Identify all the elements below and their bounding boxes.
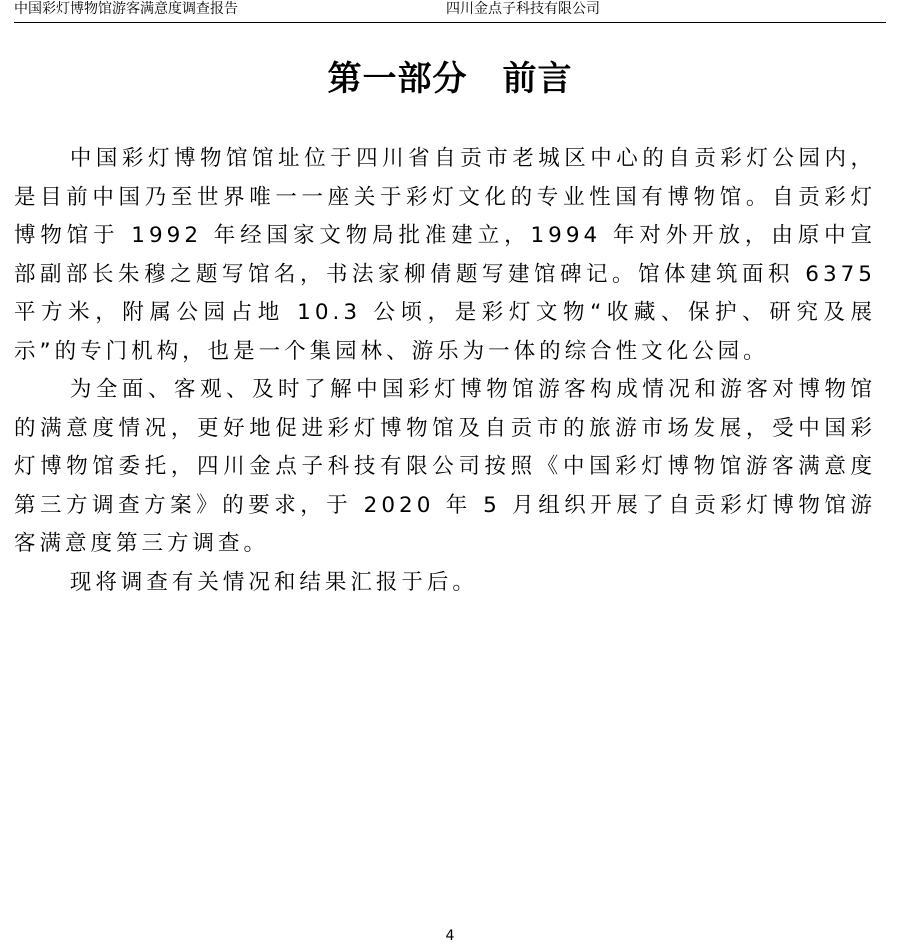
- paragraph-survey-purpose: 为全面、客观、及时了解中国彩灯博物馆游客构成情况和游客对博物馆的满意度情况，更好地促进彩灯博物馆及自贡市的旅游市场发展，受中国彩灯博物馆委托，四川金点子科技有限公司按照《中国彩灯博物馆游客满意度第三方调查方案》的要求，于 2020 年 5 月组织开展了自贡彩灯博物馆游客满意度第三方调查。: [14, 377, 876, 556]
- section-title: 第一部分 前言: [327, 58, 573, 99]
- running-header: [14, 0, 600, 20]
- page-number: 4: [445, 928, 455, 944]
- body-text: [14, 140, 876, 602]
- header-divider: [14, 22, 886, 23]
- paragraph-introduction: 中国彩灯博物馆馆址位于四川省自贡市老城区中心的自贡彩灯公园内，是目前中国乃至世界唯一一座关于彩灯文化的专业性国有博物馆。自贡彩灯博物馆于 1992 年经国家文物局批准建立，1994 年对外开放，由原中宣部副部长朱穆之题写馆名，书法家柳倩题写建馆碑记。馆体建筑面积 6375 平方米，附属公园占地 10.3 公顷，是彩灯文物“收藏、保护、研究及展示”的专门机构，也是一个集园林、游乐为一体的综合性文化公园。: [14, 146, 876, 364]
- paragraph-closing: 现将调查有关情况和结果汇报于后。: [69, 569, 478, 595]
- report-title: 中国彩灯博物馆游客满意度调查报告: [14, 1, 238, 17]
- organization-name: 四川金点子科技有限公司: [446, 1, 600, 17]
